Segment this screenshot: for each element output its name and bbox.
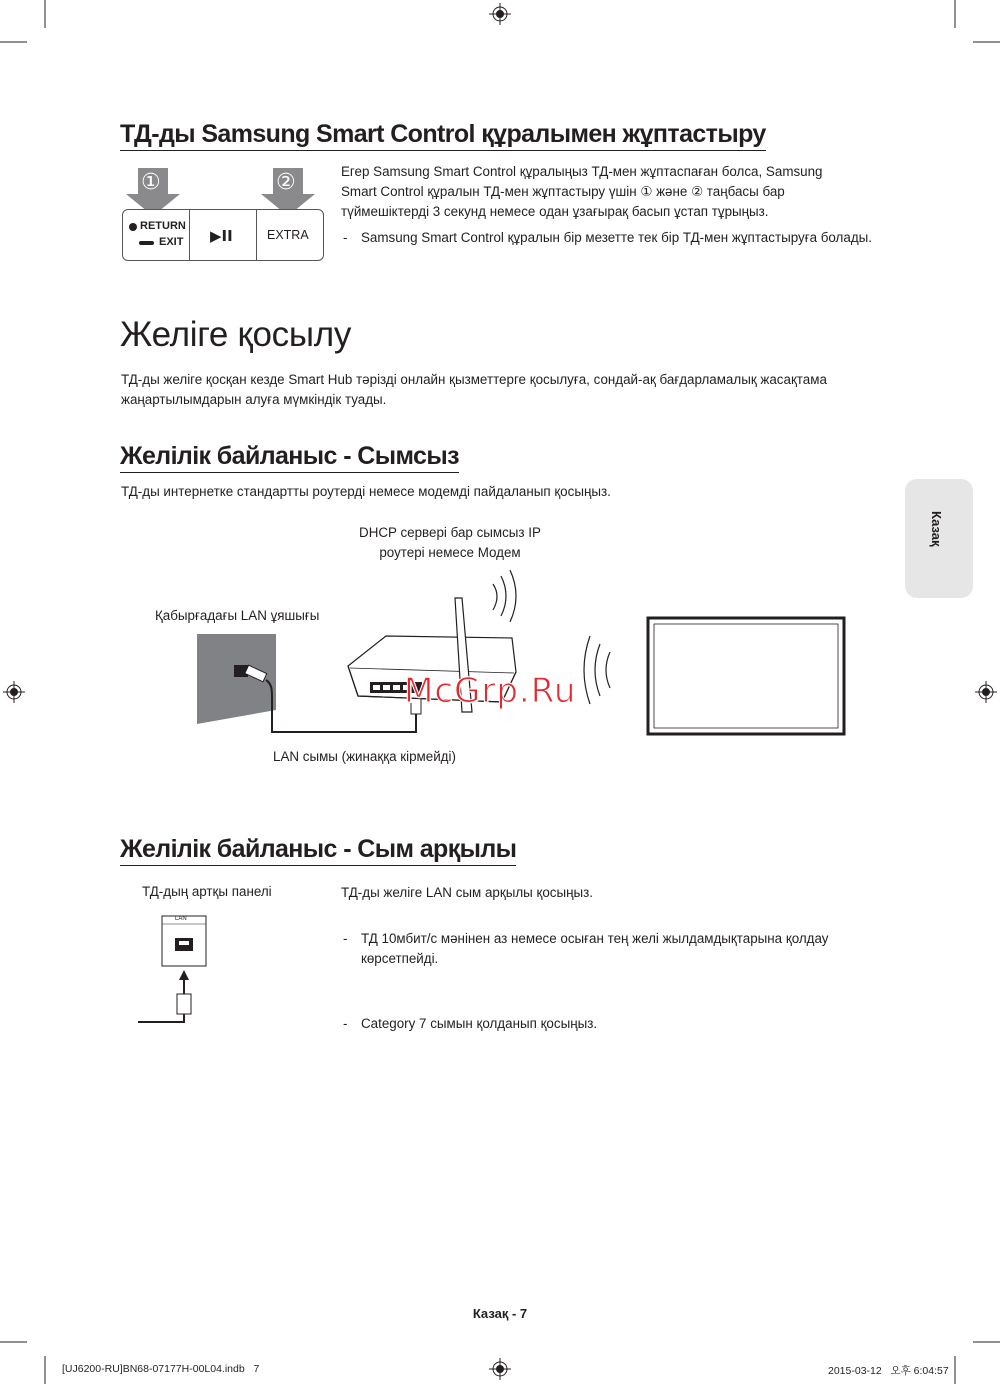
router-signal-icon xyxy=(493,570,516,622)
lan-cable-label: LAN сымы (жинаққа кірмейді) xyxy=(273,749,456,764)
footer-timestamp: 2015-03-12 오후 6:04:57 xyxy=(828,1365,949,1377)
footer-file: [UJ6200-RU]BN68-07177H-00L04.indb 7 xyxy=(62,1363,260,1375)
marker-2: ② xyxy=(276,170,296,195)
registration-mark-left xyxy=(3,681,25,703)
registration-mark-bottom xyxy=(489,1358,511,1380)
rear-panel-label: ТД-дың артқы панелі xyxy=(142,884,272,899)
pairing-text: Егер Samsung Smart Control құралыңыз ТД-мен жұптаспаған болса, Samsung Smart Control құралын ТД-мен жұптастыру үшін ① және ② таңбасы бар түймешіктерді 3 секунд немесе одан ұзағырақ басып ұстап тұрыңыз. xyxy=(341,164,823,219)
return-dot-icon xyxy=(129,223,137,231)
tv-signal-icon xyxy=(584,636,610,704)
wireless-text: ТД-ды интернетке стандартты роутерді немесе модемді пайдаланып қосыңыз. xyxy=(121,484,611,499)
remote-control xyxy=(122,209,324,261)
router-label-1: DHCP сервері бар сымсыз IP xyxy=(359,525,541,540)
lan-port-label: LAN xyxy=(175,916,187,922)
wired-diagram xyxy=(130,910,220,1030)
lan-plug-icon xyxy=(177,994,191,1014)
registration-mark-top xyxy=(489,3,511,25)
router-label-2: роутері немесе Модем xyxy=(379,545,521,560)
wired-note-2: - Category 7 сымын қолданып қосыңыз. xyxy=(341,1014,876,1034)
network-text: ТД-ды желіге қосқан кезде Smart Hub тәрізді онлайн қызметтерге қосылуға, сондай-ақ бағдарламалық жасақтама жаңартылымдарын алуға мүмкіндік туады. xyxy=(121,372,827,407)
pairing-note: - Samsung Smart Control құралын бір мезетте тек бір ТД-мен жұптастыруға болады. xyxy=(341,228,876,248)
play-pause-button[interactable] xyxy=(190,210,257,260)
watermark: McGrp.Ru xyxy=(404,671,577,711)
page-number: Казақ - 7 xyxy=(472,1306,528,1321)
play-pause-icon: ▶II xyxy=(210,227,233,245)
exit-label: EXIT xyxy=(159,236,184,248)
return-label: RETURN xyxy=(140,220,186,232)
wall-jack-label: Қабырғадағы LAN ұяшығы xyxy=(155,608,320,623)
exit-bar-icon xyxy=(139,241,154,245)
language-side-tab xyxy=(905,479,973,598)
wired-heading: Желілік байланыс - Сым арқылы xyxy=(120,835,516,866)
wireless-heading: Желілік байланыс - Сымсыз xyxy=(120,442,459,473)
wired-lan-cable xyxy=(138,1014,184,1022)
registration-mark-right xyxy=(975,681,997,703)
wired-note-1: - ТД 10мбит/с мәнінен аз немесе осыған тең желі жылдамдықтарына қолдау көрсетпейді. xyxy=(341,929,876,969)
pairing-heading: ТД-ды Samsung Smart Control құралымен жұптастыру xyxy=(120,120,766,151)
marker-1: ① xyxy=(141,170,161,195)
network-title: Желіге қосылу xyxy=(120,315,352,354)
wireless-diagram xyxy=(180,560,860,740)
extra-label: EXTRA xyxy=(267,228,309,242)
side-tab-label: Казақ xyxy=(929,511,944,547)
extra-button[interactable] xyxy=(257,210,323,260)
wired-text: ТД-ды желіге LAN сым арқылы қосыңыз. xyxy=(341,885,593,900)
return-exit-button[interactable] xyxy=(123,210,190,260)
